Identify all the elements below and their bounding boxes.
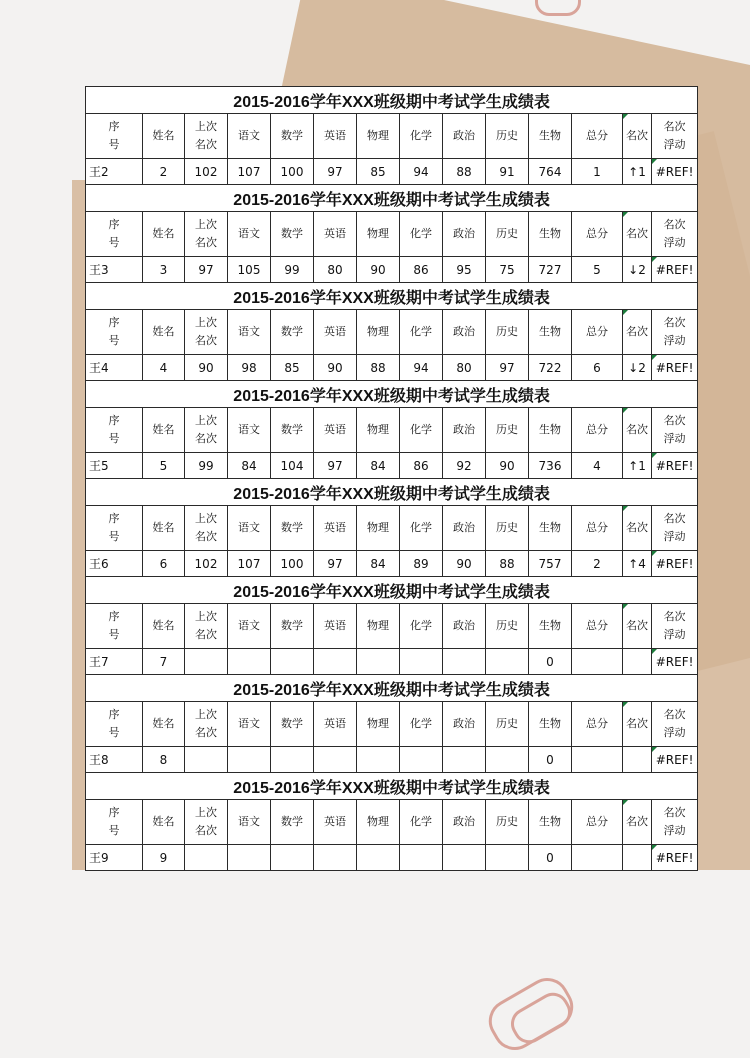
header-total: 总分 — [572, 604, 623, 649]
header-rank: 名次 — [623, 114, 652, 159]
header-history: 历史 — [486, 506, 529, 551]
cell-name[interactable]: 2 — [143, 159, 185, 185]
sheet-title-row — [86, 675, 698, 702]
header-biology: 生物 — [529, 702, 572, 747]
cell-name[interactable]: 9 — [143, 845, 185, 871]
header-biology: 生物 — [529, 800, 572, 845]
cell-seq[interactable]: 王7 — [86, 649, 143, 675]
header-rank-change: 名次 浮动 — [652, 212, 698, 257]
header-biology: 生物 — [529, 408, 572, 453]
header-history: 历史 — [486, 604, 529, 649]
header-row — [86, 506, 698, 551]
header-name: 姓名 — [143, 114, 185, 159]
score-sheet — [85, 86, 697, 871]
header-last-rank: 上次 名次 — [185, 310, 228, 355]
header-seq: 序 号 — [86, 310, 143, 355]
header-rank-change: 名次 浮动 — [652, 310, 698, 355]
header-physics: 物理 — [357, 604, 400, 649]
header-name: 姓名 — [143, 310, 185, 355]
cell-seq[interactable]: 王9 — [86, 845, 143, 871]
cell-rank[interactable]: ↑1 — [623, 453, 652, 479]
cell-rank[interactable] — [623, 747, 652, 773]
header-math: 数学 — [271, 604, 314, 649]
cell-chemistry[interactable]: 89 — [400, 551, 443, 577]
header-politics: 政治 — [443, 800, 486, 845]
cell-politics[interactable]: 88 — [443, 159, 486, 185]
header-name: 姓名 — [143, 212, 185, 257]
cell-last-rank[interactable]: 102 — [185, 159, 228, 185]
header-total: 总分 — [572, 800, 623, 845]
header-english: 英语 — [314, 212, 357, 257]
header-rank: 名次 — [623, 408, 652, 453]
header-rank: 名次 — [623, 800, 652, 845]
header-english: 英语 — [314, 310, 357, 355]
cell-rank[interactable]: ↑1 — [623, 159, 652, 185]
cell-rank[interactable] — [623, 649, 652, 675]
cell-physics[interactable] — [357, 747, 400, 773]
header-politics: 政治 — [443, 310, 486, 355]
cell-seq[interactable]: 王8 — [86, 747, 143, 773]
cell-physics[interactable] — [357, 649, 400, 675]
cell-name[interactable]: 3 — [143, 257, 185, 283]
header-last-rank: 上次 名次 — [185, 114, 228, 159]
header-history: 历史 — [486, 212, 529, 257]
header-last-rank: 上次 名次 — [185, 408, 228, 453]
cell-math[interactable]: 99 — [271, 257, 314, 283]
header-chemistry: 化学 — [400, 212, 443, 257]
cell-history[interactable]: 97 — [486, 355, 529, 381]
header-seq: 序 号 — [86, 800, 143, 845]
cell-chinese[interactable]: 107 — [228, 159, 271, 185]
cell-rank[interactable] — [623, 845, 652, 871]
cell-rank-change[interactable]: #REF! — [652, 257, 698, 283]
sheet-title: 2015-2016学年XXX班级期中考试学生成绩表 — [86, 185, 698, 212]
header-math: 数学 — [271, 800, 314, 845]
header-politics: 政治 — [443, 506, 486, 551]
header-math: 数学 — [271, 506, 314, 551]
header-total: 总分 — [572, 310, 623, 355]
header-row — [86, 408, 698, 453]
cell-total[interactable]: 5 — [572, 257, 623, 283]
cell-english[interactable]: 97 — [314, 159, 357, 185]
header-math: 数学 — [271, 310, 314, 355]
cell-english[interactable]: 97 — [314, 551, 357, 577]
header-chemistry: 化学 — [400, 114, 443, 159]
table-row — [86, 453, 698, 479]
header-chinese: 语文 — [228, 800, 271, 845]
sheet-title-row — [86, 773, 698, 800]
header-chemistry: 化学 — [400, 506, 443, 551]
cell-last-rank[interactable]: 99 — [185, 453, 228, 479]
header-english: 英语 — [314, 604, 357, 649]
sheet-title: 2015-2016学年XXX班级期中考试学生成绩表 — [86, 381, 698, 408]
header-biology: 生物 — [529, 310, 572, 355]
header-math: 数学 — [271, 702, 314, 747]
cell-last-rank[interactable]: 102 — [185, 551, 228, 577]
cell-english[interactable]: 97 — [314, 453, 357, 479]
cell-english[interactable] — [314, 845, 357, 871]
score-table — [85, 86, 698, 871]
cell-chemistry[interactable]: 94 — [400, 355, 443, 381]
header-seq: 序 号 — [86, 506, 143, 551]
table-row — [86, 747, 698, 773]
header-chemistry: 化学 — [400, 702, 443, 747]
cell-seq[interactable]: 王3 — [86, 257, 143, 283]
header-rank-change: 名次 浮动 — [652, 506, 698, 551]
header-history: 历史 — [486, 114, 529, 159]
cell-math[interactable] — [271, 845, 314, 871]
cell-biology[interactable]: 0 — [529, 747, 572, 773]
cell-politics[interactable]: 80 — [443, 355, 486, 381]
header-physics: 物理 — [357, 408, 400, 453]
header-row — [86, 114, 698, 159]
cell-seq[interactable]: 王4 — [86, 355, 143, 381]
header-biology: 生物 — [529, 114, 572, 159]
header-seq: 序 号 — [86, 114, 143, 159]
cell-chinese[interactable] — [228, 845, 271, 871]
cell-physics[interactable] — [357, 845, 400, 871]
header-politics: 政治 — [443, 702, 486, 747]
cell-total[interactable] — [572, 845, 623, 871]
cell-chinese[interactable]: 84 — [228, 453, 271, 479]
header-history: 历史 — [486, 310, 529, 355]
cell-math[interactable]: 104 — [271, 453, 314, 479]
header-row — [86, 800, 698, 845]
header-physics: 物理 — [357, 702, 400, 747]
cell-name[interactable]: 4 — [143, 355, 185, 381]
cell-biology[interactable]: 727 — [529, 257, 572, 283]
header-row — [86, 212, 698, 257]
cell-history[interactable] — [486, 747, 529, 773]
header-chemistry: 化学 — [400, 408, 443, 453]
header-politics: 政治 — [443, 114, 486, 159]
cell-chemistry[interactable] — [400, 649, 443, 675]
table-row — [86, 159, 698, 185]
header-rank-change: 名次 浮动 — [652, 604, 698, 649]
header-name: 姓名 — [143, 800, 185, 845]
header-row — [86, 702, 698, 747]
cell-politics[interactable] — [443, 649, 486, 675]
cell-rank-change[interactable]: #REF! — [652, 649, 698, 675]
header-total: 总分 — [572, 506, 623, 551]
header-rank-change: 名次 浮动 — [652, 800, 698, 845]
cell-chemistry[interactable] — [400, 845, 443, 871]
cell-total[interactable]: 4 — [572, 453, 623, 479]
cell-seq[interactable]: 王2 — [86, 159, 143, 185]
header-politics: 政治 — [443, 408, 486, 453]
sheet-title: 2015-2016学年XXX班级期中考试学生成绩表 — [86, 87, 698, 114]
cell-chemistry[interactable] — [400, 747, 443, 773]
cell-biology[interactable]: 0 — [529, 845, 572, 871]
cell-last-rank[interactable] — [185, 649, 228, 675]
cell-english[interactable]: 90 — [314, 355, 357, 381]
header-chinese: 语文 — [228, 310, 271, 355]
header-rank: 名次 — [623, 506, 652, 551]
header-rank: 名次 — [623, 604, 652, 649]
header-physics: 物理 — [357, 114, 400, 159]
cell-total[interactable] — [572, 649, 623, 675]
sheet-title: 2015-2016学年XXX班级期中考试学生成绩表 — [86, 773, 698, 800]
header-english: 英语 — [314, 506, 357, 551]
cell-chinese[interactable] — [228, 649, 271, 675]
header-history: 历史 — [486, 702, 529, 747]
cell-last-rank[interactable]: 97 — [185, 257, 228, 283]
header-name: 姓名 — [143, 506, 185, 551]
sheet-title: 2015-2016学年XXX班级期中考试学生成绩表 — [86, 479, 698, 506]
header-total: 总分 — [572, 702, 623, 747]
cell-history[interactable]: 75 — [486, 257, 529, 283]
header-name: 姓名 — [143, 604, 185, 649]
cell-physics[interactable]: 88 — [357, 355, 400, 381]
cell-rank-change[interactable]: #REF! — [652, 551, 698, 577]
header-last-rank: 上次 名次 — [185, 702, 228, 747]
cell-last-rank[interactable] — [185, 845, 228, 871]
cell-politics[interactable]: 90 — [443, 551, 486, 577]
cell-math[interactable] — [271, 747, 314, 773]
cell-name[interactable]: 6 — [143, 551, 185, 577]
header-chinese: 语文 — [228, 408, 271, 453]
cell-rank-change[interactable]: #REF! — [652, 747, 698, 773]
cell-history[interactable]: 90 — [486, 453, 529, 479]
header-english: 英语 — [314, 114, 357, 159]
header-chinese: 语文 — [228, 114, 271, 159]
header-history: 历史 — [486, 408, 529, 453]
cell-biology[interactable]: 757 — [529, 551, 572, 577]
cell-politics[interactable] — [443, 845, 486, 871]
cell-politics[interactable]: 92 — [443, 453, 486, 479]
paperclip-top — [535, 0, 581, 16]
sheet-title-row — [86, 283, 698, 310]
header-physics: 物理 — [357, 506, 400, 551]
cell-total[interactable] — [572, 747, 623, 773]
header-last-rank: 上次 名次 — [185, 604, 228, 649]
cell-biology[interactable]: 736 — [529, 453, 572, 479]
cell-name[interactable]: 7 — [143, 649, 185, 675]
header-seq: 序 号 — [86, 702, 143, 747]
sheet-title: 2015-2016学年XXX班级期中考试学生成绩表 — [86, 283, 698, 310]
cell-rank[interactable]: ↓2 — [623, 355, 652, 381]
cell-english[interactable] — [314, 649, 357, 675]
header-rank-change: 名次 浮动 — [652, 114, 698, 159]
cell-total[interactable]: 2 — [572, 551, 623, 577]
header-math: 数学 — [271, 408, 314, 453]
cell-name[interactable]: 8 — [143, 747, 185, 773]
cell-total[interactable]: 1 — [572, 159, 623, 185]
sheet-title-row — [86, 577, 698, 604]
header-total: 总分 — [572, 408, 623, 453]
header-rank-change: 名次 浮动 — [652, 702, 698, 747]
cell-politics[interactable] — [443, 747, 486, 773]
header-politics: 政治 — [443, 212, 486, 257]
header-total: 总分 — [572, 212, 623, 257]
cell-history[interactable]: 91 — [486, 159, 529, 185]
cell-english[interactable] — [314, 747, 357, 773]
cell-chinese[interactable]: 107 — [228, 551, 271, 577]
cell-chemistry[interactable]: 94 — [400, 159, 443, 185]
header-rank: 名次 — [623, 310, 652, 355]
sheet-title: 2015-2016学年XXX班级期中考试学生成绩表 — [86, 675, 698, 702]
header-english: 英语 — [314, 408, 357, 453]
cell-chinese[interactable]: 105 — [228, 257, 271, 283]
cell-history[interactable] — [486, 649, 529, 675]
header-name: 姓名 — [143, 408, 185, 453]
header-seq: 序 号 — [86, 212, 143, 257]
table-row — [86, 845, 698, 871]
sheet-title: 2015-2016学年XXX班级期中考试学生成绩表 — [86, 577, 698, 604]
header-chemistry: 化学 — [400, 310, 443, 355]
cell-rank[interactable]: ↑4 — [623, 551, 652, 577]
header-last-rank: 上次 名次 — [185, 212, 228, 257]
header-rank: 名次 — [623, 212, 652, 257]
cell-chinese[interactable] — [228, 747, 271, 773]
header-row — [86, 604, 698, 649]
cell-math[interactable]: 100 — [271, 159, 314, 185]
cell-physics[interactable]: 84 — [357, 551, 400, 577]
header-biology: 生物 — [529, 506, 572, 551]
cell-history[interactable] — [486, 845, 529, 871]
header-rank: 名次 — [623, 702, 652, 747]
sheet-title-row — [86, 185, 698, 212]
header-chinese: 语文 — [228, 702, 271, 747]
cell-last-rank[interactable] — [185, 747, 228, 773]
header-seq: 序 号 — [86, 604, 143, 649]
cell-total[interactable]: 6 — [572, 355, 623, 381]
cell-english[interactable]: 80 — [314, 257, 357, 283]
cell-chemistry[interactable]: 86 — [400, 257, 443, 283]
header-chinese: 语文 — [228, 604, 271, 649]
sheet-title-row — [86, 479, 698, 506]
cell-math[interactable]: 100 — [271, 551, 314, 577]
cell-math[interactable]: 85 — [271, 355, 314, 381]
header-biology: 生物 — [529, 212, 572, 257]
header-biology: 生物 — [529, 604, 572, 649]
cell-physics[interactable]: 85 — [357, 159, 400, 185]
cell-chinese[interactable]: 98 — [228, 355, 271, 381]
header-rank-change: 名次 浮动 — [652, 408, 698, 453]
cell-seq[interactable]: 王6 — [86, 551, 143, 577]
header-physics: 物理 — [357, 212, 400, 257]
cell-biology[interactable]: 764 — [529, 159, 572, 185]
header-history: 历史 — [486, 800, 529, 845]
header-physics: 物理 — [357, 310, 400, 355]
cell-chemistry[interactable]: 86 — [400, 453, 443, 479]
header-chemistry: 化学 — [400, 604, 443, 649]
header-total: 总分 — [572, 114, 623, 159]
table-row — [86, 355, 698, 381]
cell-history[interactable]: 88 — [486, 551, 529, 577]
cell-rank-change[interactable]: #REF! — [652, 845, 698, 871]
header-politics: 政治 — [443, 604, 486, 649]
header-chinese: 语文 — [228, 506, 271, 551]
header-english: 英语 — [314, 702, 357, 747]
header-math: 数学 — [271, 212, 314, 257]
sheet-title-row — [86, 381, 698, 408]
cell-name[interactable]: 5 — [143, 453, 185, 479]
header-last-rank: 上次 名次 — [185, 800, 228, 845]
cell-physics[interactable]: 84 — [357, 453, 400, 479]
table-row — [86, 551, 698, 577]
header-name: 姓名 — [143, 702, 185, 747]
cell-rank-change[interactable]: #REF! — [652, 355, 698, 381]
cell-seq[interactable]: 王5 — [86, 453, 143, 479]
cell-politics[interactable]: 95 — [443, 257, 486, 283]
cell-physics[interactable]: 90 — [357, 257, 400, 283]
cell-math[interactable] — [271, 649, 314, 675]
header-last-rank: 上次 名次 — [185, 506, 228, 551]
header-physics: 物理 — [357, 800, 400, 845]
cell-rank-change[interactable]: #REF! — [652, 453, 698, 479]
cell-biology[interactable]: 722 — [529, 355, 572, 381]
header-row — [86, 310, 698, 355]
cell-biology[interactable]: 0 — [529, 649, 572, 675]
header-chemistry: 化学 — [400, 800, 443, 845]
table-row — [86, 257, 698, 283]
table-row — [86, 649, 698, 675]
cell-last-rank[interactable]: 90 — [185, 355, 228, 381]
cell-rank[interactable]: ↓2 — [623, 257, 652, 283]
header-english: 英语 — [314, 800, 357, 845]
header-math: 数学 — [271, 114, 314, 159]
header-chinese: 语文 — [228, 212, 271, 257]
sheet-title-row — [86, 87, 698, 114]
cell-rank-change[interactable]: #REF! — [652, 159, 698, 185]
header-seq: 序 号 — [86, 408, 143, 453]
